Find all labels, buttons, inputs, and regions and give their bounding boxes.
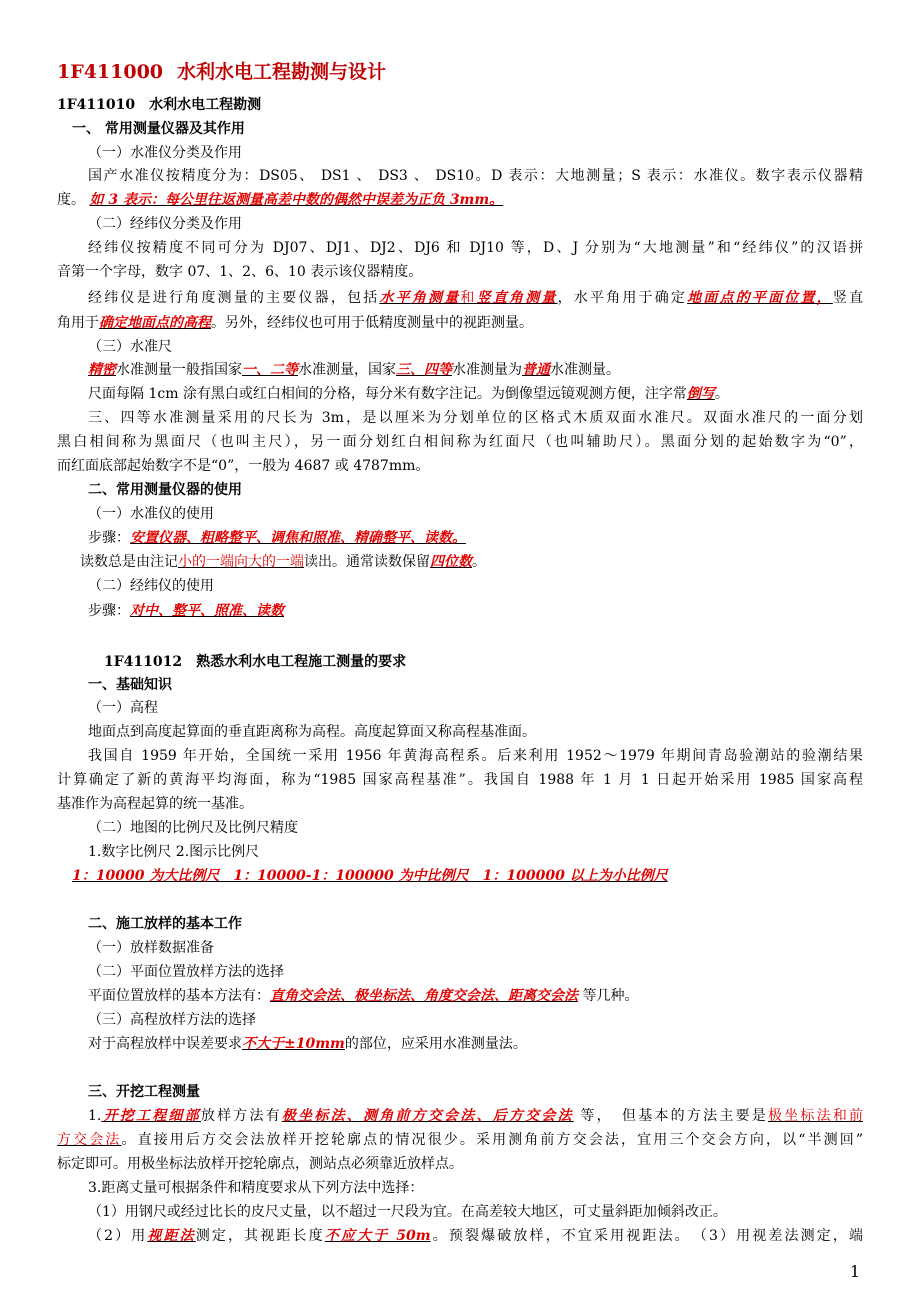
paragraph-line: 国产水准仪按精度分为：DS05、 DS1 、 DS3 、 DS10。D 表示：大地测量；S 表示：水准仪。数字表示仪器精 bbox=[88, 168, 863, 184]
highlight-text: 竖直角测量 bbox=[476, 290, 558, 306]
paragraph-line: 方交会法。直接用后方交会法放样开挖轮廓点的情况很少。采用测角前方交会法，宜用三个交会方向，以“半测回” bbox=[57, 1132, 864, 1148]
paragraph-line: 地面点到高度起算面的垂直距离称为高程。高度起算面又称高程基准面。 bbox=[88, 724, 536, 740]
paragraph-line: 读数总是由注记小的一端向大的一端读出。通常读数保留四位数。 bbox=[80, 554, 486, 570]
section-heading-1f411010: 1F411010 水利水电工程勘测 bbox=[57, 97, 262, 113]
paragraph-line: 黑白相间称为黑面尺（也叫主尺），另一面分划红白相间称为红面尺（也叫辅助尺）。黑面分划的起始数字为“0”， bbox=[57, 434, 863, 450]
paragraph-line: 计算确定了新的黄海平均海面，称为“1985 国家高程基准”。我国自 1988 年 1 月 1 日起开始采用 1985 国家高程 bbox=[57, 772, 863, 788]
section-heading-1f411012: 1F411012 熟悉水利水电工程施工测量的要求 bbox=[104, 654, 407, 670]
subheading-theodolite-usage: （二）经纬仪的使用 bbox=[88, 578, 214, 594]
subheading-elevation: （一）高程 bbox=[88, 700, 158, 716]
paragraph-line: 经纬仪是进行角度测量的主要仪器，包括水平角测量和竖直角测量，水平角用于确定地面点的平面位置，竖直 bbox=[88, 290, 864, 306]
paragraph-line: 1.数字比例尺 2.图示比例尺 bbox=[88, 844, 260, 860]
subheading-staff: （三）水准尺 bbox=[88, 339, 172, 355]
subheading-theodolite: （二）经纬仪分类及作用 bbox=[88, 216, 242, 232]
paragraph-line: 基准作为高程起算的统一基准。 bbox=[57, 796, 253, 812]
subheading-data-prep: （一）放样数据准备 bbox=[88, 940, 214, 956]
paragraph-line: 三、四等水准测量采用的尺长为 3m，是以厘米为分划单位的区格式木质双面水准尺。双面水准尺的一面分划 bbox=[88, 410, 863, 426]
heading-excavation: 三、开挖工程测量 bbox=[88, 1084, 200, 1100]
subheading-plane-method: （二）平面位置放样方法的选择 bbox=[88, 964, 284, 980]
subheading-level-usage: （一）水准仪的使用 bbox=[88, 506, 214, 522]
highlight-text: 确定地面点的高程 bbox=[99, 315, 211, 331]
highlight-text: 地面点的平面位置， bbox=[687, 290, 833, 306]
paragraph-line: 而红面底部起始数字不是“0”，一般为 4687 或 4787mm。 bbox=[57, 458, 430, 474]
paragraph-line: 我国自 1959 年开始，全国统一采用 1956 年黄海高程系。后来利用 1952～1979 年期间青岛验潮站的验潮结果 bbox=[88, 748, 863, 764]
subheading-scale: （二）地图的比例尺及比例尺精度 bbox=[88, 820, 298, 836]
paragraph-line: 经纬仪按精度不同可分为 DJ07、DJ1、DJ2、DJ6 和 DJ10 等，D、J 分别为“大地测量”和“经纬仪”的汉语拼 bbox=[88, 240, 863, 256]
heading-instruments: 一、 常用测量仪器及其作用 bbox=[72, 121, 245, 137]
paragraph-line: 尺面每隔 1cm 涂有黑白或红白相间的分格，每分米有数字注记。为倒像望远镜观测方便，注字常倒写。 bbox=[88, 386, 729, 402]
paragraph-line: 角用于确定地面点的高程。另外，经纬仪也可用于低精度测量中的视距测量。 bbox=[57, 315, 533, 331]
paragraph-line: （2）用视距法测定，其视距长度不应大于 50m。预裂爆破放样，不宜采用视距法。 （3）用视差法测定，端 bbox=[88, 1228, 863, 1244]
heading-layout-work: 二、施工放样的基本工作 bbox=[88, 916, 242, 932]
paragraph-line: 精密水准测量一般指国家一、二等水准测量，国家三、四等水准测量为普通水准测量。 bbox=[88, 362, 620, 378]
heading-usage: 二、常用测量仪器的使用 bbox=[88, 482, 242, 498]
highlight-text: 如 3 表示：每公里往返测量高差中数的偶然中误差为正负 3mm。 bbox=[89, 192, 504, 208]
highlight-scale-line: 1：10000 为大比例尺 1：10000-1：100000 为中比例尺 1：100000 以上为小比例尺 bbox=[72, 868, 668, 884]
page-title bbox=[57, 59, 863, 85]
paragraph-line: 1.开挖工程细部放样方法有极坐标法、测角前方交会法、后方交会法 等， 但基本的方法主要是极坐标法和前 bbox=[88, 1108, 864, 1124]
paragraph-line: 平面位置放样的基本方法有：直角交会法、极坐标法、角度交会法、距离交会法 等几种。 bbox=[88, 988, 639, 1004]
paragraph-line: 标定即可。用极坐标法放样开挖轮廓点，测站点必须靠近放样点。 bbox=[57, 1156, 463, 1172]
title-text: 水利水电工程勘测与设计 bbox=[177, 61, 387, 83]
page-number: 1 bbox=[849, 1262, 860, 1281]
paragraph-line: 3.距离丈量可根据条件和精度要求从下列方法中选择： bbox=[88, 1180, 424, 1196]
paragraph-line: 度。 如 3 表示：每公里往返测量高差中数的偶然中误差为正负 3mm。 bbox=[57, 192, 504, 208]
paragraph-line: 步骤：对中、整平、照准、读数 bbox=[88, 603, 284, 619]
subheading-elevation-method: （三）高程放样方法的选择 bbox=[88, 1012, 256, 1028]
paragraph-line: 对于高程放样中误差要求不大于±10mm的部位，应采用水准测量法。 bbox=[88, 1036, 527, 1052]
paragraph-line: 音第一个字母，数字 07、1、2、6、10 表示该仪器精度。 bbox=[57, 264, 423, 280]
title-code: 1F411000 bbox=[57, 61, 164, 83]
paragraph-line: 步骤：安置仪器、粗略整平、调焦和照准、精确整平、读数。 bbox=[88, 530, 466, 546]
heading-basics: 一、基础知识 bbox=[88, 677, 172, 693]
subheading-level: （一）水准仪分类及作用 bbox=[88, 145, 242, 161]
highlight-text: 水平角测量 bbox=[379, 290, 461, 306]
paragraph-line: （1）用钢尺或经过比长的皮尺丈量，以不超过一尺段为宜。在高差较大地区，可丈量斜距加倾斜改正。 bbox=[88, 1204, 727, 1220]
